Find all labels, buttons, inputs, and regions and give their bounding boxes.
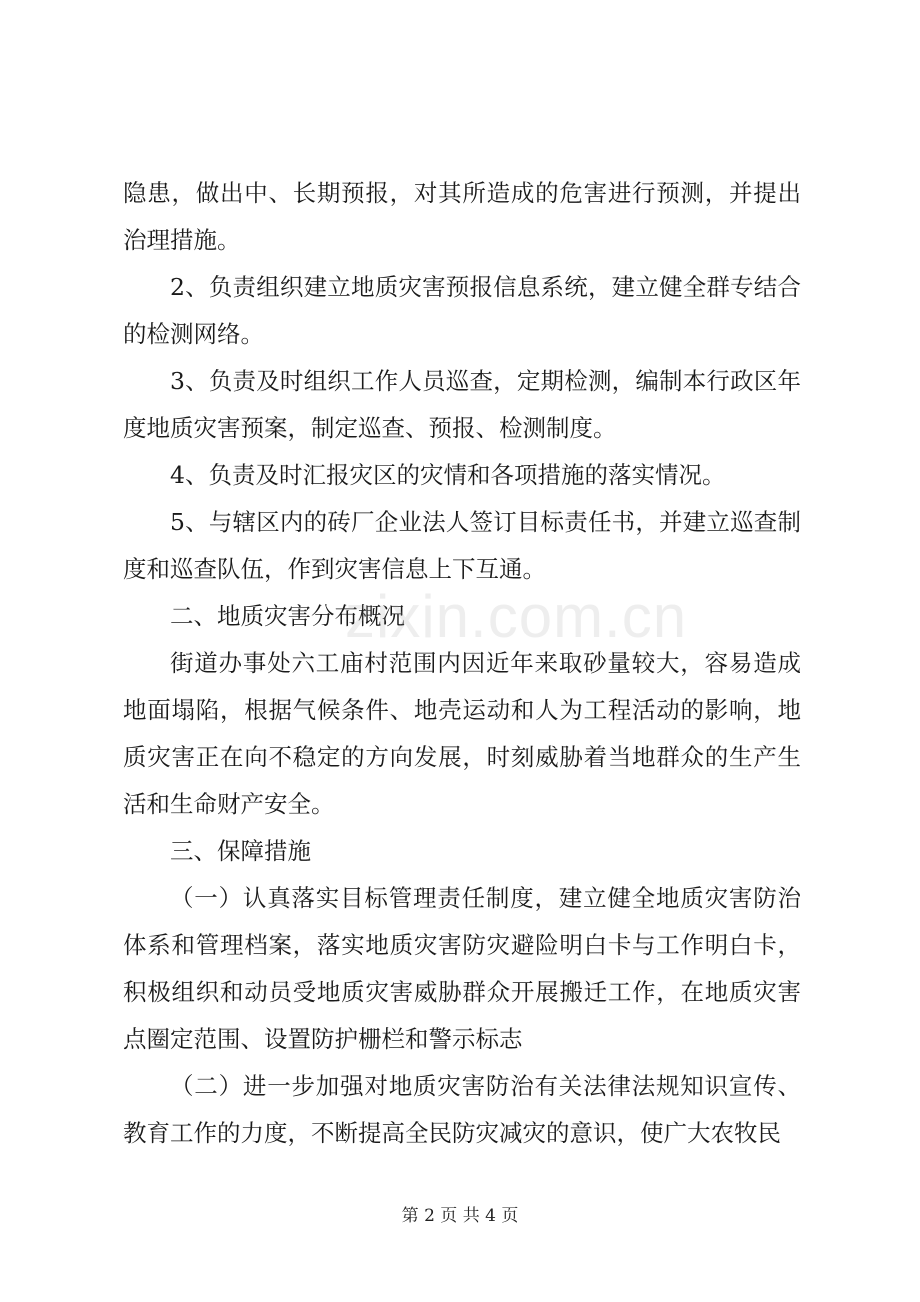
paragraph: （一）认真落实目标管理责任制度，建立健全地质灾害防治体系和管理档案，落实地质灾害防灾避险明白卡与工作明白卡，积极组织和动员受地质灾害威胁群众开展搬迁工作，在地质灾害点圈定范围、设置防护栅栏和警示标志 <box>123 884 801 1053</box>
section-heading: 二、地质灾害分布概况 <box>170 602 405 630</box>
watermark: zixin.com.cn <box>345 583 688 650</box>
paragraph: 5、与辖区内的砖厂企业法人签订目标责任书，并建立巡查制度和巡查队伍，作到灾害信息上下互通。 <box>123 508 801 583</box>
section-heading: 三、保障措施 <box>170 837 311 865</box>
page-number-footer: 第 2 页 共 4 页 <box>401 1206 519 1226</box>
paragraph: 3、负责及时组织工作人员巡查，定期检测，编制本行政区年度地质灾害预案，制定巡查、预报、检测制度。 <box>123 367 801 442</box>
paragraph: 2、负责组织建立地质灾害预报信息系统，建立健全群专结合的检测网络。 <box>123 273 801 348</box>
paragraph: （二）进一步加强对地质灾害防治有关法律法规知识宣传、教育工作的力度，不断提高全民防灾减灾的意识，使广大农牧民 <box>123 1072 801 1147</box>
paragraph: 街道办事处六工庙村范围内因近年来取砂量较大，容易造成地面塌陷，根据气候条件、地壳运动和人为工程活动的影响，地质灾害正在向不稳定的方向发展，时刻威胁着当地群众的生产生活和生命财产安全。 <box>123 649 801 818</box>
document-body <box>123 170 801 1157</box>
paragraph: 4、负责及时汇报灾区的灾情和各项措施的落实情况。 <box>170 461 726 489</box>
paragraph: 隐患，做出中、长期预报，对其所造成的危害进行预测，并提出治理措施。 <box>123 179 801 254</box>
